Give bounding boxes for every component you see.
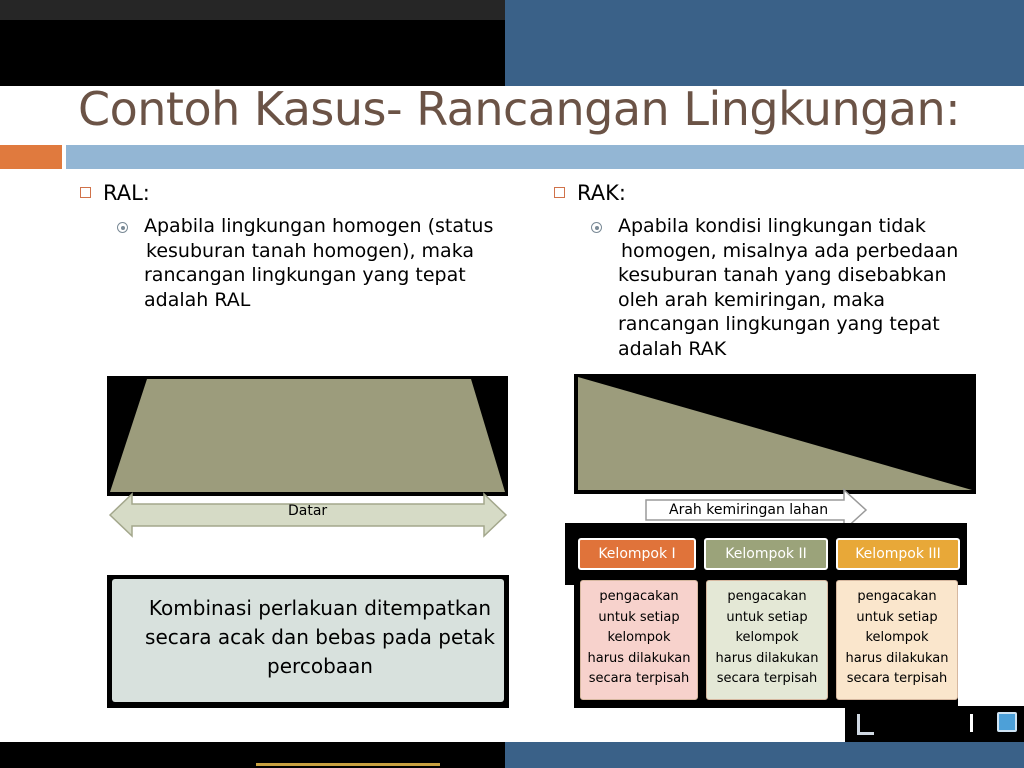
flat-field-shape — [110, 379, 505, 492]
group-text-line: untuk setiap — [856, 609, 938, 625]
group-text-line: kelompok — [735, 630, 799, 645]
group-text-line: pengacakan — [599, 589, 679, 604]
group-header-1: Kelompok I — [578, 538, 696, 570]
download-icon[interactable] — [857, 714, 874, 735]
ral-line: adalah RAL — [144, 288, 251, 311]
combo-text — [135, 594, 505, 681]
group-text-line: untuk setiap — [726, 609, 808, 625]
ral-description — [144, 214, 493, 312]
fullscreen-icon[interactable] — [997, 712, 1017, 732]
slope-arrow-label: Arah kemiringan lahan — [669, 502, 829, 518]
rak-heading — [554, 181, 626, 205]
viewer-controls — [845, 706, 1024, 742]
group-body-2 — [706, 580, 828, 700]
rak-line: Apabila kondisi lingkungan tidak — [618, 215, 926, 237]
ral-line: rancangan lingkungan yang tepat — [144, 264, 466, 286]
flat-arrow-label: Datar — [288, 503, 328, 519]
ral-heading-text: RAL: — [103, 181, 150, 205]
rak-heading-text: RAK: — [577, 181, 626, 205]
group-text-line: kelompok — [865, 630, 929, 645]
footer-gold-line — [256, 763, 440, 766]
group-text-line: harus dilakukan — [715, 650, 819, 666]
circle-bullet-icon — [117, 222, 128, 233]
group-text-line: untuk setiap — [598, 609, 680, 625]
group-body-1 — [580, 580, 698, 700]
group-text-line: secara terpisah — [716, 671, 818, 686]
circle-bullet-icon — [591, 222, 602, 233]
combo-line: Kombinasi perlakuan ditempatkan — [148, 596, 492, 620]
group-text-line: pengacakan — [727, 589, 807, 604]
rak-description — [618, 214, 958, 361]
rak-line: kesuburan tanah yang disebabkan — [618, 264, 947, 286]
group-text-line: kelompok — [607, 630, 671, 645]
combo-line: secara acak dan bebas pada petak — [145, 625, 495, 649]
group-text-line: harus dilakukan — [845, 650, 949, 666]
rak-line: oleh arah kemiringan, maka — [618, 288, 886, 311]
sloped-field-diagram — [574, 374, 976, 494]
group-header-2: Kelompok II — [704, 538, 828, 570]
accent-bar-orange — [0, 145, 62, 169]
pause-icon[interactable] — [970, 714, 973, 732]
header-band-black — [0, 20, 505, 86]
group-text-line: pengacakan — [857, 589, 937, 604]
slide-title: Contoh Kasus- Rancangan Lingkungan: — [78, 82, 961, 136]
ral-line: kesuburan tanah homogen), maka — [146, 239, 475, 262]
rak-line: adalah RAK — [618, 337, 727, 360]
accent-bar-blue — [66, 145, 1024, 169]
group-body-3 — [836, 580, 958, 700]
footer-band-blue — [505, 742, 1024, 768]
square-bullet-icon — [554, 187, 565, 198]
group-text-line: harus dilakukan — [587, 650, 691, 666]
square-bullet-icon — [80, 187, 91, 198]
flat-field-diagram — [107, 376, 508, 496]
header-band-blue — [505, 0, 1024, 86]
rak-line: rancangan lingkungan yang tepat — [618, 313, 940, 335]
group-header-3: Kelompok III — [836, 538, 960, 570]
group-text-line: secara terpisah — [588, 671, 690, 686]
combo-line: percobaan — [267, 654, 373, 678]
rak-line: homogen, misalnya ada perbedaan — [621, 239, 959, 262]
ral-heading — [80, 181, 150, 205]
group-text-line: secara terpisah — [846, 671, 948, 686]
ral-line: Apabila lingkungan homogen (status — [144, 215, 494, 237]
header-band-gray — [0, 0, 505, 20]
